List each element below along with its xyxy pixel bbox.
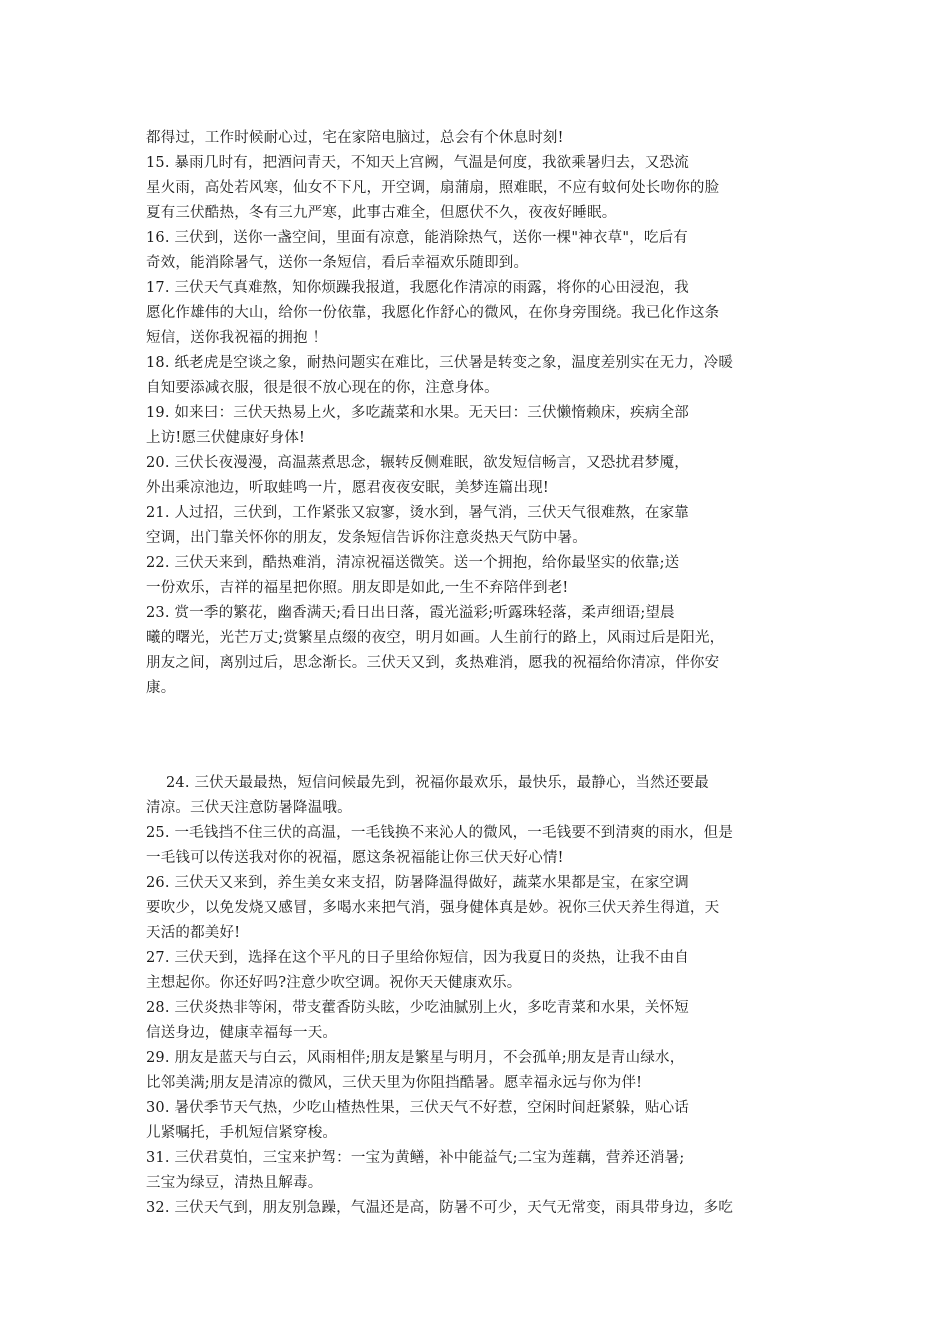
text-line: 信送身边，健康幸福每一天。 [146,1025,338,1041]
text-line: 20. 三伏长夜漫漫，高温蒸煮思念，辗转反侧难眠，欲发短信畅言，又恐扰君梦魇， [146,455,689,471]
text-line: 19. 如来曰：三伏天热易上火，多吃蔬菜和水果。无天曰：三伏懒惰赖床，疾病全部 [146,405,689,421]
text-line: 30. 暑伏季节天气热，少吃山楂热性果，三伏天气不好惹，空闲时间赶紧躲，贴心话 [146,1100,689,1116]
text-line: 短信，送你我祝福的拥抱 ！ [146,330,328,346]
text-line: 外出乘凉池边，听取蛙鸣一片，愿君夜夜安眠，美梦连篇出现! [146,480,549,496]
text-line: 天活的都美好! [146,925,241,941]
text-line: 要吹少，以免发烧又感冒，多喝水来把气消，强身健体真是妙。祝你三伏天养生得道，天 [146,900,720,916]
text-line: 24. 三伏天最最热，短信问候最先到，祝福你最欢乐，最快乐，最静心，当然还要最 [166,775,709,791]
text-line: 16. 三伏到，送你一盏空间，里面有凉意，能消除热气，送你一棵"神衣草"，吃后有 [146,230,689,246]
text-line: 25. 一毛钱挡不住三伏的高温，一毛钱换不来沁人的微风，一毛钱要不到清爽的雨水，但是 [146,825,734,841]
text-line: 主想起你。你还好吗?注意少吹空调。祝你天天健康欢乐。 [146,975,522,991]
text-line: 22. 三伏天来到，酷热难消，清凉祝福送微笑。送一个拥抱，给你最坚实的依靠;送 [146,555,680,571]
text-line: 比邻美满;朋友是清凉的微风，三伏天里为你阻挡酷暑。愿幸福永远与你为伴! [146,1075,643,1091]
text-line: 18. 纸老虎是空谈之象，耐热问题实在难比，三伏暑是转变之象，温度差别实在无力，冷暖 [146,355,734,371]
text-line: 夏有三伏酷热，冬有三九严寒，此事古难全，但愿伏不久，夜夜好睡眠。 [146,205,617,221]
text-line: 17. 三伏天气真难熬，知你烦躁我报道，我愿化作清凉的雨露，将你的心田浸泡，我 [146,280,689,296]
text-line: 星火雨，高处若风寒，仙女不下凡，开空调，扇蒲扇，照难眠，不应有蚊何处长吻你的脸 [146,180,720,196]
text-line: 32. 三伏天气到，朋友别急躁，气温还是高，防暑不可少，天气无常变，雨具带身边，多吃 [146,1200,734,1216]
text-line: 都得过，工作时候耐心过，宅在家陪电脑过，总会有个休息时刻! [146,130,564,146]
text-line: 一毛钱可以传送我对你的祝福，愿这条祝福能让你三伏天好心情! [146,850,564,866]
text-line: 康。 [146,680,176,696]
text-line: 29. 朋友是蓝天与白云，风雨相伴;朋友是繁星与明月，不会孤单;朋友是青山绿水， [146,1050,685,1066]
text-line: 26. 三伏天又来到，养生美女来支招，防暑降温得做好，蔬菜水果都是宝，在家空调 [146,875,689,891]
text-line: 上访!愿三伏健康好身体! [146,430,306,446]
text-line: 15. 暴雨几时有，把酒问青天，不知天上宫阙，气温是何度，我欲乘暑归去，又恐流 [146,155,689,171]
text-line: 27. 三伏天到，选择在这个平凡的日子里给你短信，因为我夏日的炎热，让我不由自 [146,950,689,966]
text-line: 自知要添减衣服，很是很不放心现在的你，注意身体。 [146,380,499,396]
text-line: 一份欢乐，吉祥的福星把你照。朋友即是如此,一生不弃陪伴到老! [146,580,569,596]
text-line: 三宝为绿豆，清热且解毒。 [146,1175,323,1191]
text-line: 31. 三伏君莫怕，三宝来护驾：一宝为黄鳝，补中能益气;二宝为莲藕，营养还消暑; [146,1150,685,1166]
text-line: 朋友之间，离别过后，思念渐长。三伏天又到，炙热难消，愿我的祝福给你清凉，伴你安 [146,655,720,671]
text-line: 奇效，能消除暑气，送你一条短信，看后幸福欢乐随即到。 [146,255,529,271]
text-line: 儿紧嘱托，手机短信紧穿梭。 [146,1125,338,1141]
text-line: 23. 赏一季的繁花，幽香满天;看日出日落，霞光溢彩;听露珠轻落，柔声细语;望晨 [146,605,675,621]
text-line: 曦的曙光，光芒万丈;赏繁星点缀的夜空，明月如画。人生前行的路上，风雨过后是阳光， [146,630,725,646]
text-line: 清凉。三伏天注意防暑降温哦。 [146,800,352,816]
text-line: 21. 人过招，三伏到，工作紧张又寂寥，烫水到，暑气消，三伏天气很难熬，在家靠 [146,505,689,521]
text-line: 28. 三伏炎热非等闲，带支藿香防头眩，少吃油腻别上火，多吃青菜和水果，关怀短 [146,1000,689,1016]
text-line: 空调，出门靠关怀你的朋友，发条短信告诉你注意炎热天气防中暑。 [146,530,587,546]
text-line: 愿化作雄伟的大山，给你一份依靠，我愿化作舒心的微风，在你身旁围绕。我已化作这条 [146,305,720,321]
